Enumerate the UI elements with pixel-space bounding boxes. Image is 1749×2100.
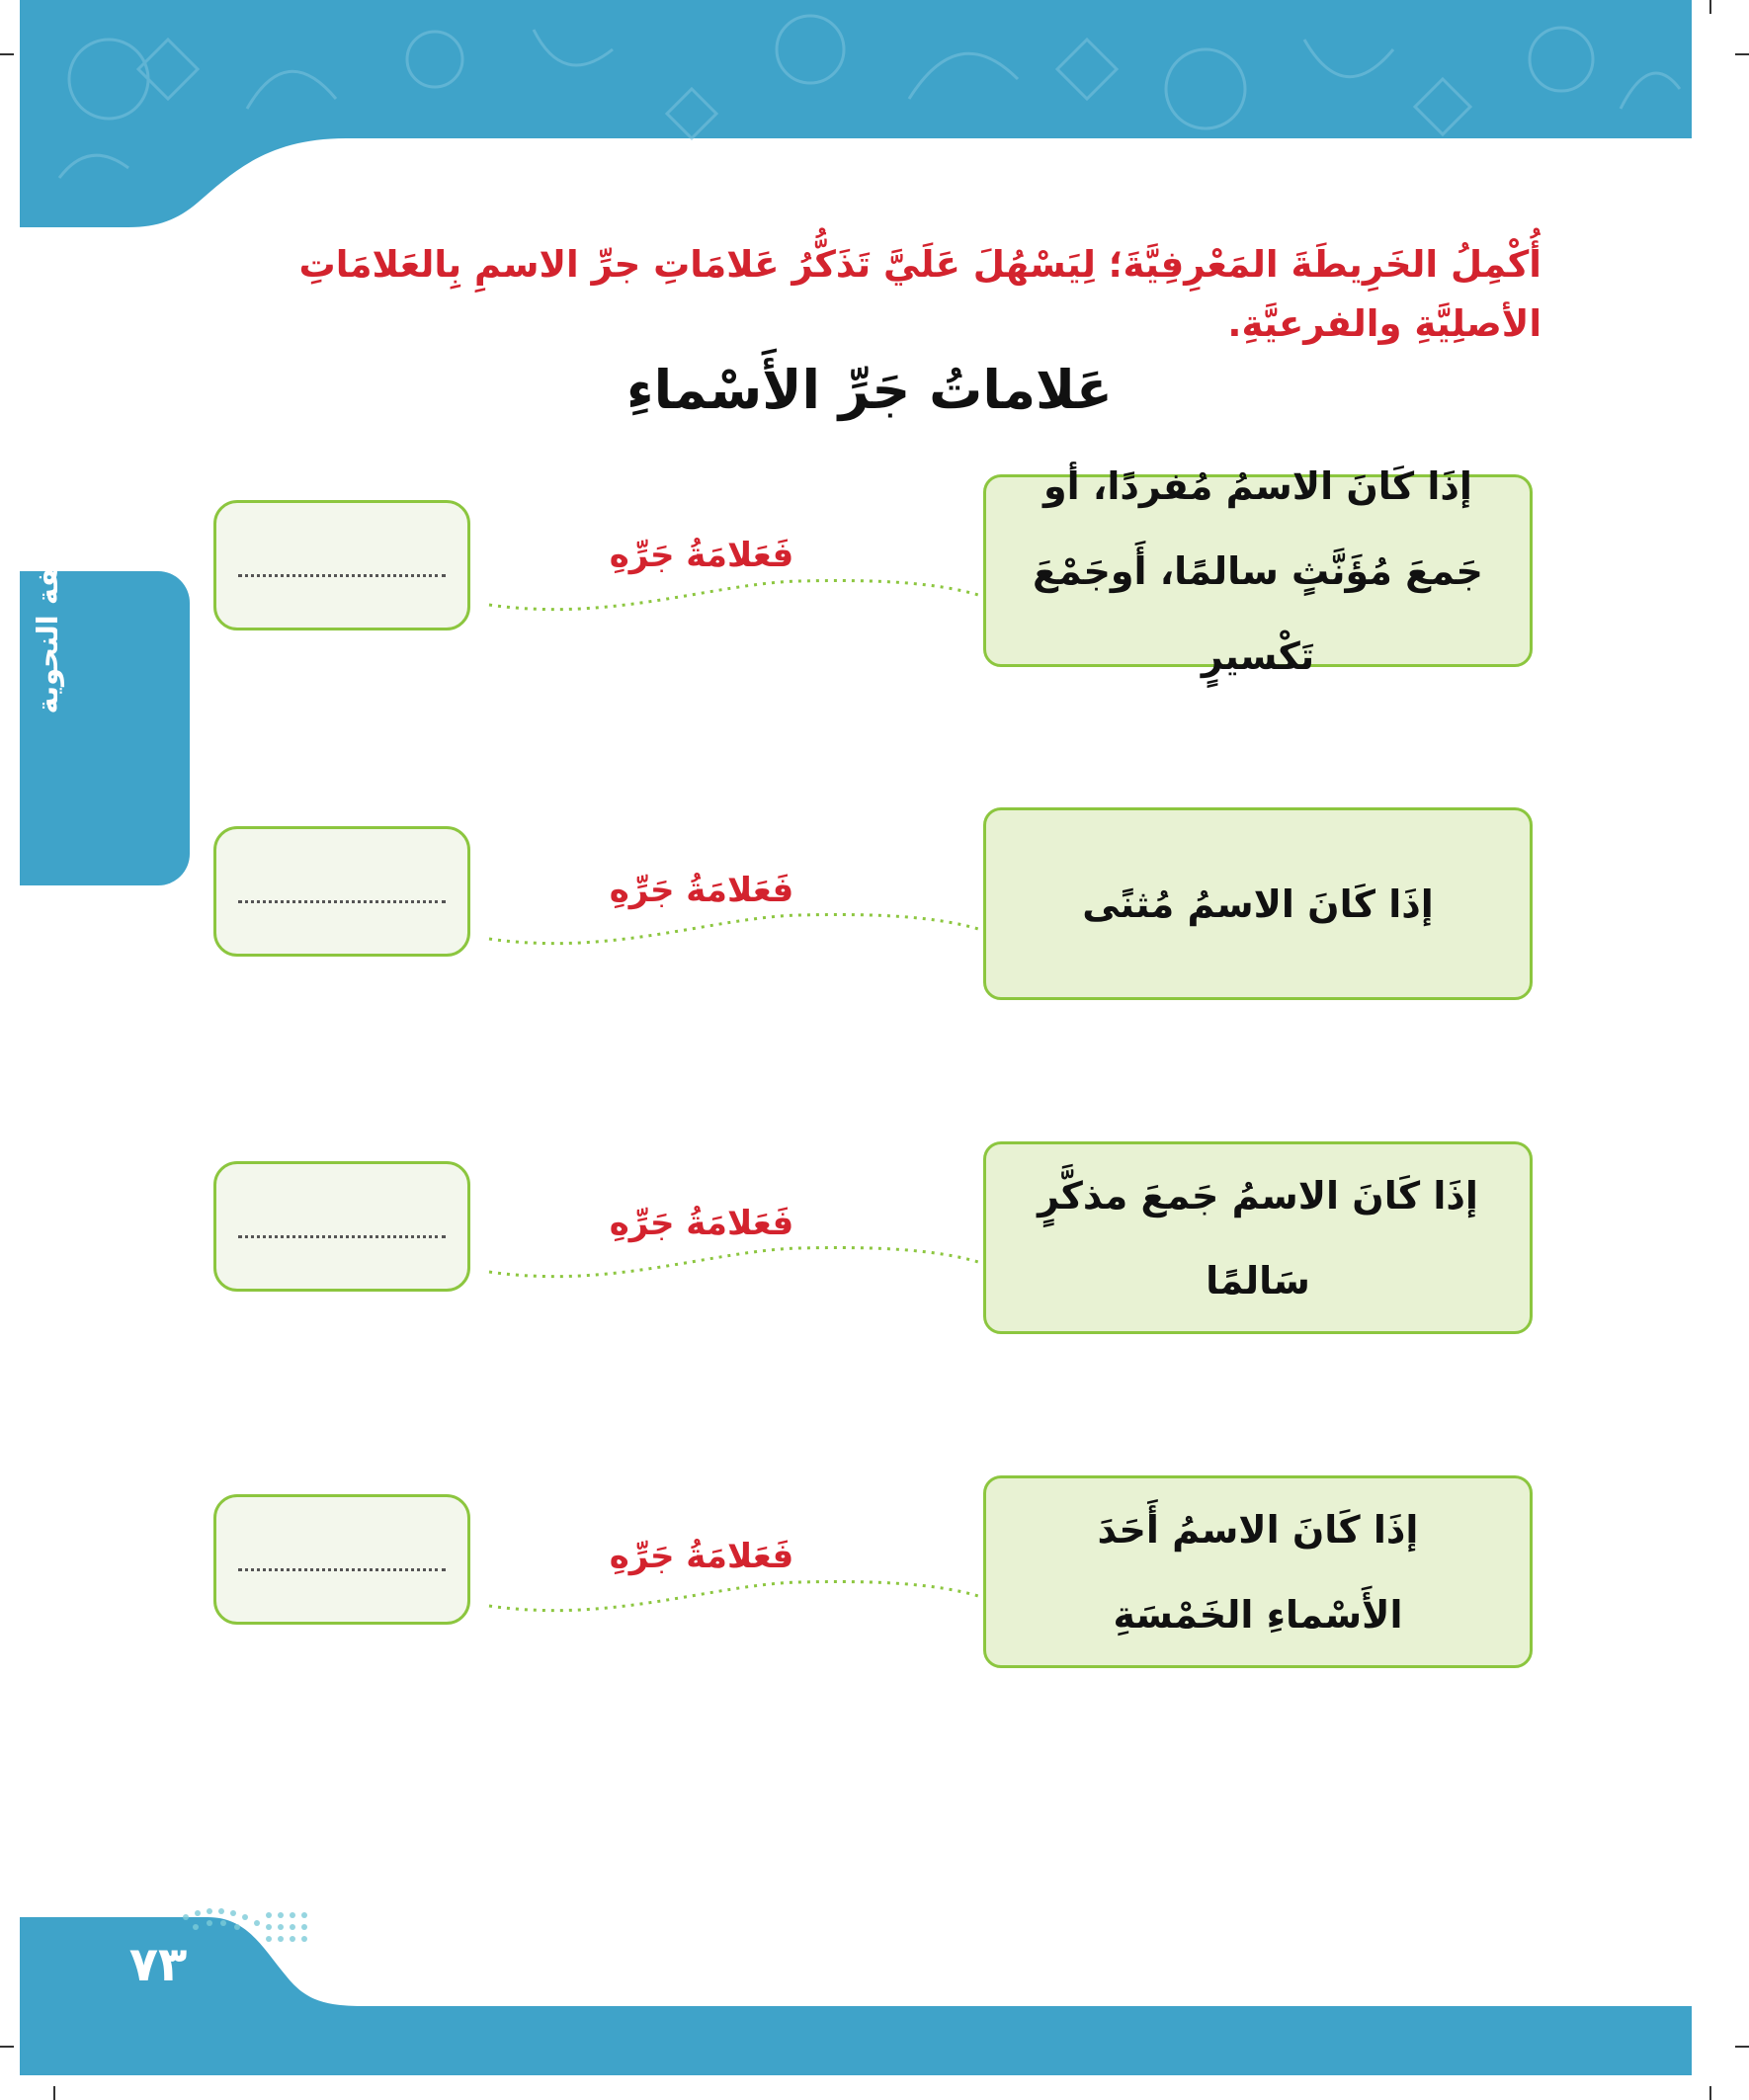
answer-box[interactable]	[213, 1494, 470, 1625]
condition-text: إذَا كَانَ الاسمُ جَمعَ مذكَّرٍ سَالمًا	[1038, 1173, 1478, 1302]
condition-box	[983, 1475, 1533, 1668]
answer-box[interactable]	[213, 1161, 470, 1292]
sign-label: فَعَلامَةُ جَرِّهِ	[609, 871, 794, 910]
header-banner	[20, 0, 1692, 227]
answer-line[interactable]	[238, 1568, 446, 1571]
instruction-text: أُكْمِلُ الخَرِيطَةَ المَعْرِفِيَّةَ؛ لِيَسْهُلَ عَلَيَّ تَذَكُّرُ عَلامَاتِ جرِّ الاسمِ بِالعَلامَاتِ الأصلِيَّةِ والفرعيَّةِ.	[298, 243, 1541, 345]
map-title: عَلاماتُ جَرِّ الأَسْماءِ	[626, 359, 1113, 421]
answer-line[interactable]	[238, 574, 446, 577]
condition-text: إذَا كَانَ الاسمُ مُفردًا، أو جَمعَ مُؤَنَّثٍ سالمًا، أَوجَمْعَ تَكْسيرٍ	[1033, 463, 1483, 678]
dotted-connector	[484, 1240, 983, 1300]
sign-label: فَعَلامَةُ جَرِّهِ	[609, 1204, 794, 1243]
condition-box	[983, 807, 1533, 1000]
answer-line[interactable]	[238, 900, 446, 903]
condition-box	[983, 1141, 1533, 1334]
side-tab-label: الوظيفة النحوية	[31, 489, 64, 714]
page-number: ٧٣	[128, 1937, 188, 1992]
dotted-connector	[484, 907, 983, 966]
answer-box[interactable]	[213, 826, 470, 957]
condition-text: إذَا كَانَ الاسمُ أَحَدَ الأَسْماءِ الخَمْسَةِ	[1097, 1507, 1419, 1637]
answer-line[interactable]	[238, 1235, 446, 1238]
dotted-connector	[484, 1574, 983, 1634]
crop-mark	[1709, 0, 1711, 14]
crop-mark	[0, 53, 14, 55]
dotted-connector	[484, 573, 983, 632]
sign-label: فَعَلامَةُ جَرِّهِ	[609, 1537, 794, 1576]
condition-box	[983, 463, 1533, 678]
condition-text: إذَا كَانَ الاسمُ مُثنًى	[1082, 882, 1434, 926]
answer-box[interactable]	[213, 500, 470, 630]
crop-mark	[1735, 53, 1749, 55]
sign-label: فَعَلامَةُ جَرِّهِ	[609, 536, 794, 575]
